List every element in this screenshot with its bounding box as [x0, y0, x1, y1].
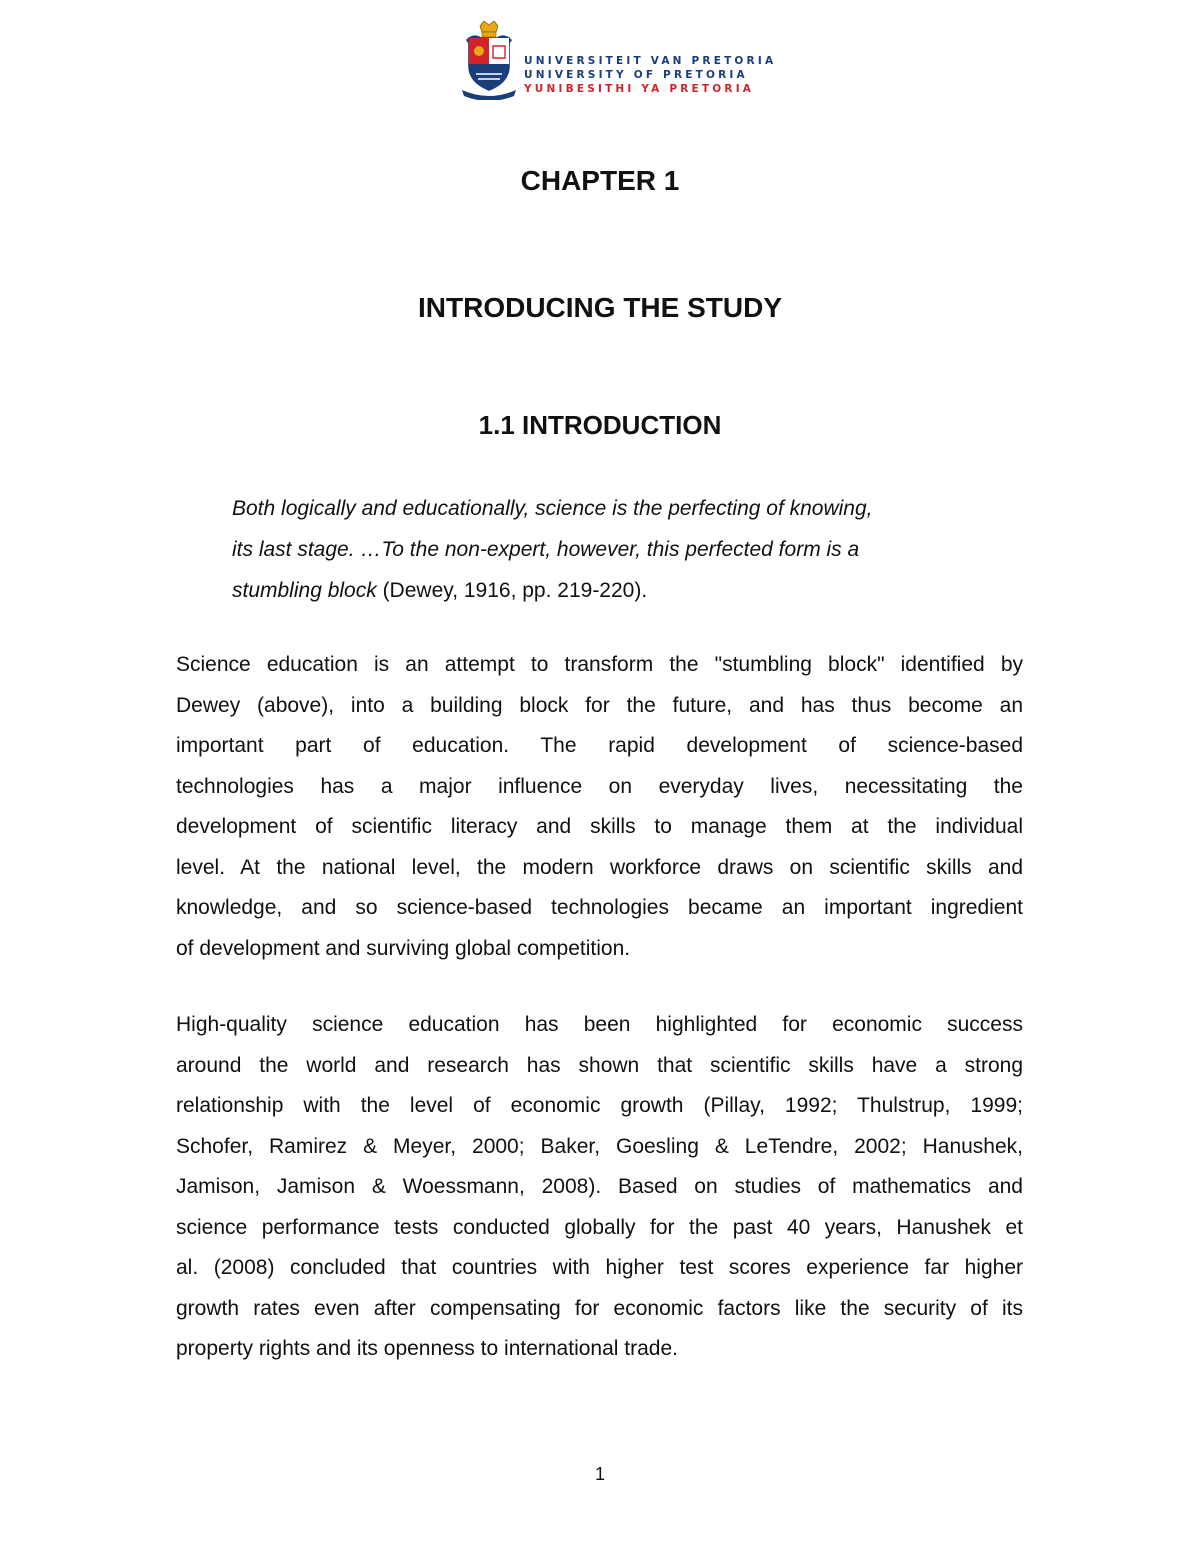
epigraph-line — [232, 570, 1022, 611]
paragraph-line: around the world and research has shown that scientific skills have a strong — [176, 1053, 1023, 1077]
university-name-sepedi: YUNIBESITHI YA PRETORIA — [524, 83, 755, 95]
body-paragraph-2 — [176, 1005, 1023, 1370]
paragraph-line: Schofer, Ramirez & Meyer, 2000; Baker, Goesling & LeTendre, 2002; Hanushek, — [176, 1134, 1023, 1158]
paragraph-line: relationship with the level of economic growth (Pillay, 1992; Thulstrup, 1999; — [176, 1094, 1023, 1117]
epigraph-line — [232, 488, 1022, 529]
paragraph-line: knowledge, and so science-based technologies became an important ingredient — [176, 896, 1023, 919]
university-name-english: UNIVERSITY OF PRETORIA — [524, 69, 748, 81]
paragraph-line: development of scientific literacy and skills to manage them at the individual — [176, 815, 1023, 838]
paragraph-line: Science education is an attempt to transform the "stumbling block" identified by — [176, 653, 1023, 676]
university-names — [524, 54, 776, 96]
paragraph-line: growth rates even after compensating for economic factors like the security of its — [176, 1296, 1023, 1320]
university-crest-logo — [460, 20, 518, 100]
epigraph-citation: (Dewey, 1916, pp. 219-220). — [376, 579, 648, 602]
paragraph-line: Jamison, Jamison & Woessmann, 2008). Based on studies of mathematics and — [176, 1175, 1023, 1198]
paragraph-line: important part of education. The rapid development of science-based — [176, 734, 1023, 757]
epigraph-quote — [232, 488, 1022, 611]
body-paragraph-1 — [176, 645, 1023, 969]
epigraph-line — [232, 529, 1022, 570]
section-title: 1.1 INTRODUCTION — [478, 410, 722, 440]
paragraph-line: al. (2008) concluded that countries with higher test scores experience far higher — [176, 1256, 1023, 1279]
paragraph-line: science performance tests conducted globally for the past 40 years, Hanushek et — [176, 1215, 1023, 1239]
paragraph-line: level. At the national level, the modern workforce draws on scientific skills and — [176, 855, 1023, 879]
university-name-afrikaans: UNIVERSITEIT VAN PRETORIA — [524, 55, 777, 67]
chapter-label: CHAPTER 1 — [520, 165, 680, 196]
paragraph-line: property rights and its openness to international trade. — [176, 1337, 678, 1360]
page-number: 1 — [594, 1464, 605, 1484]
chapter-title: INTRODUCING THE STUDY — [418, 292, 782, 323]
university-letterhead — [458, 20, 777, 100]
epigraph-line-text: Both logically and educationally, science is the perfecting of knowing, — [232, 497, 873, 520]
epigraph-emphasis: stumbling block — [232, 579, 377, 602]
paragraph-line: High-quality science education has been highlighted for economic success — [176, 1013, 1023, 1036]
paragraph-line: Dewey (above), into a building block for the future, and has thus become an — [176, 693, 1023, 717]
epigraph-line-text: its last stage. …To the non-expert, however, this perfected form is a — [232, 538, 860, 561]
paragraph-line: technologies has a major influence on everyday lives, necessitating the — [176, 774, 1023, 798]
paragraph-line: of development and surviving global competition. — [176, 936, 631, 960]
